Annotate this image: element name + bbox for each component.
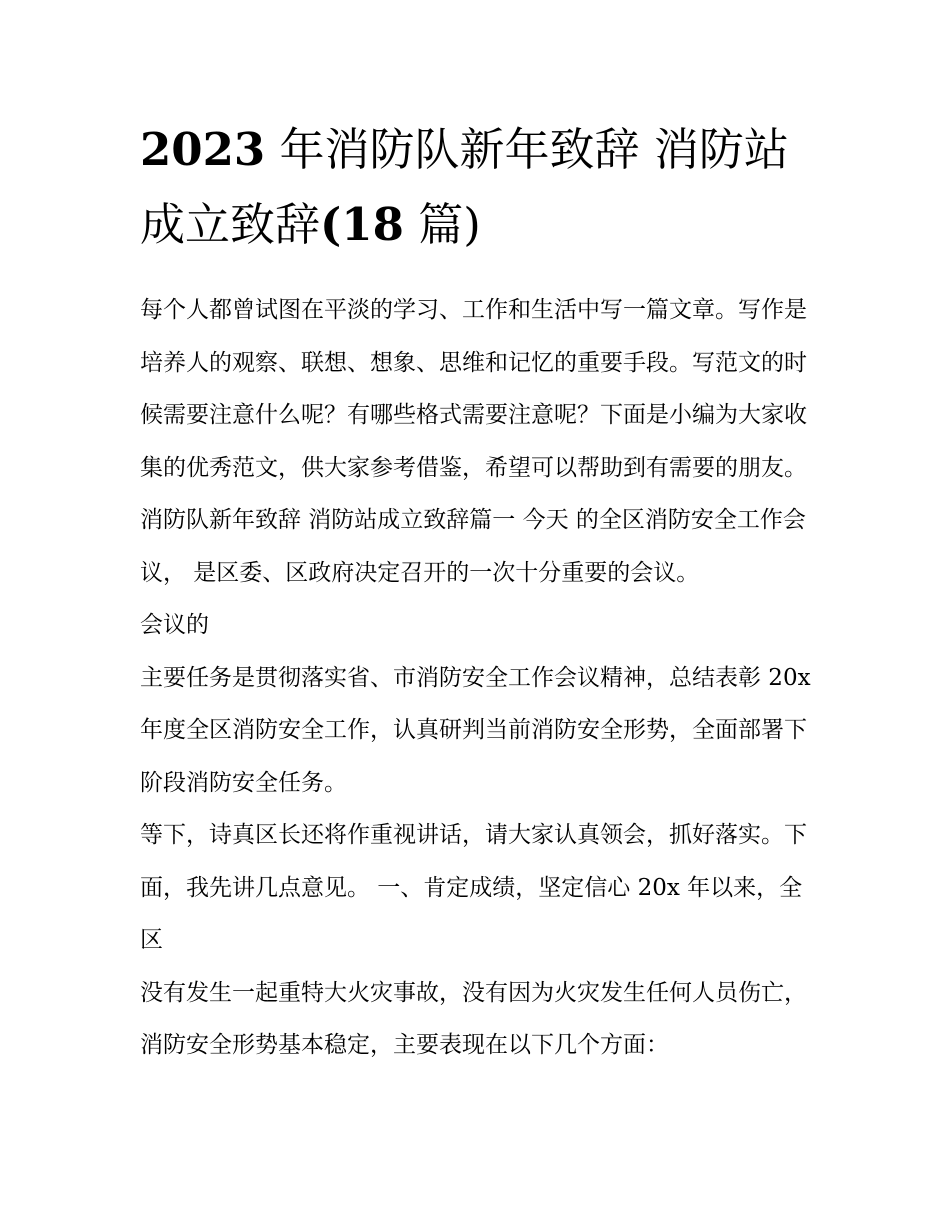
- document-title: [140, 112, 820, 262]
- paragraph-intro: 每个人都曾试图在平淡的学习、工作和生活中写一篇文章。写作是培养人的观察、联想、想象、思维和记忆的重要手段。写范文的时候需要注意什么呢？有哪些格式需要注意呢？下面是小编为大家收集的优秀范文，供大家参考借鉴，希望可以帮助到有需要的朋友。: [140, 297, 807, 481]
- title-end: 篇): [403, 198, 481, 251]
- paragraph-safety-status: 没有发生一起重特大火灾事故，没有因为火灾发生任何人员伤亡，消防安全形势基本稳定，主要表现在以下几个方面：: [140, 979, 807, 1058]
- paragraph-meeting-label: 会议的: [140, 612, 209, 638]
- paragraph-opening: 消防队新年致辞 消防站成立致辞篇一 今天 的全区消防安全工作会议， 是区委、区政府决定召开的一次十分重要的会议。: [140, 507, 806, 586]
- title-text: 年消防队新年致辞 消防站成立致辞: [140, 123, 789, 251]
- paragraph-main-task: 主要任务是贯彻落实省、市消防安全工作会议精神，总结表彰 20x 年度全区消防安全工作，认真研判当前消防安全形势，全面部署下阶段消防安全任务。: [140, 664, 811, 796]
- paragraph-remarks: 等下，诗真区长还将作重视讲话，请大家认真领会，抓好落实。下面，我先讲几点意见。 一、肯定成绩，坚定信心 20x 年以来，全区: [140, 822, 807, 953]
- title-year: 2023: [140, 123, 266, 176]
- document-body: [140, 112, 820, 1072]
- title-count: (18: [320, 198, 404, 251]
